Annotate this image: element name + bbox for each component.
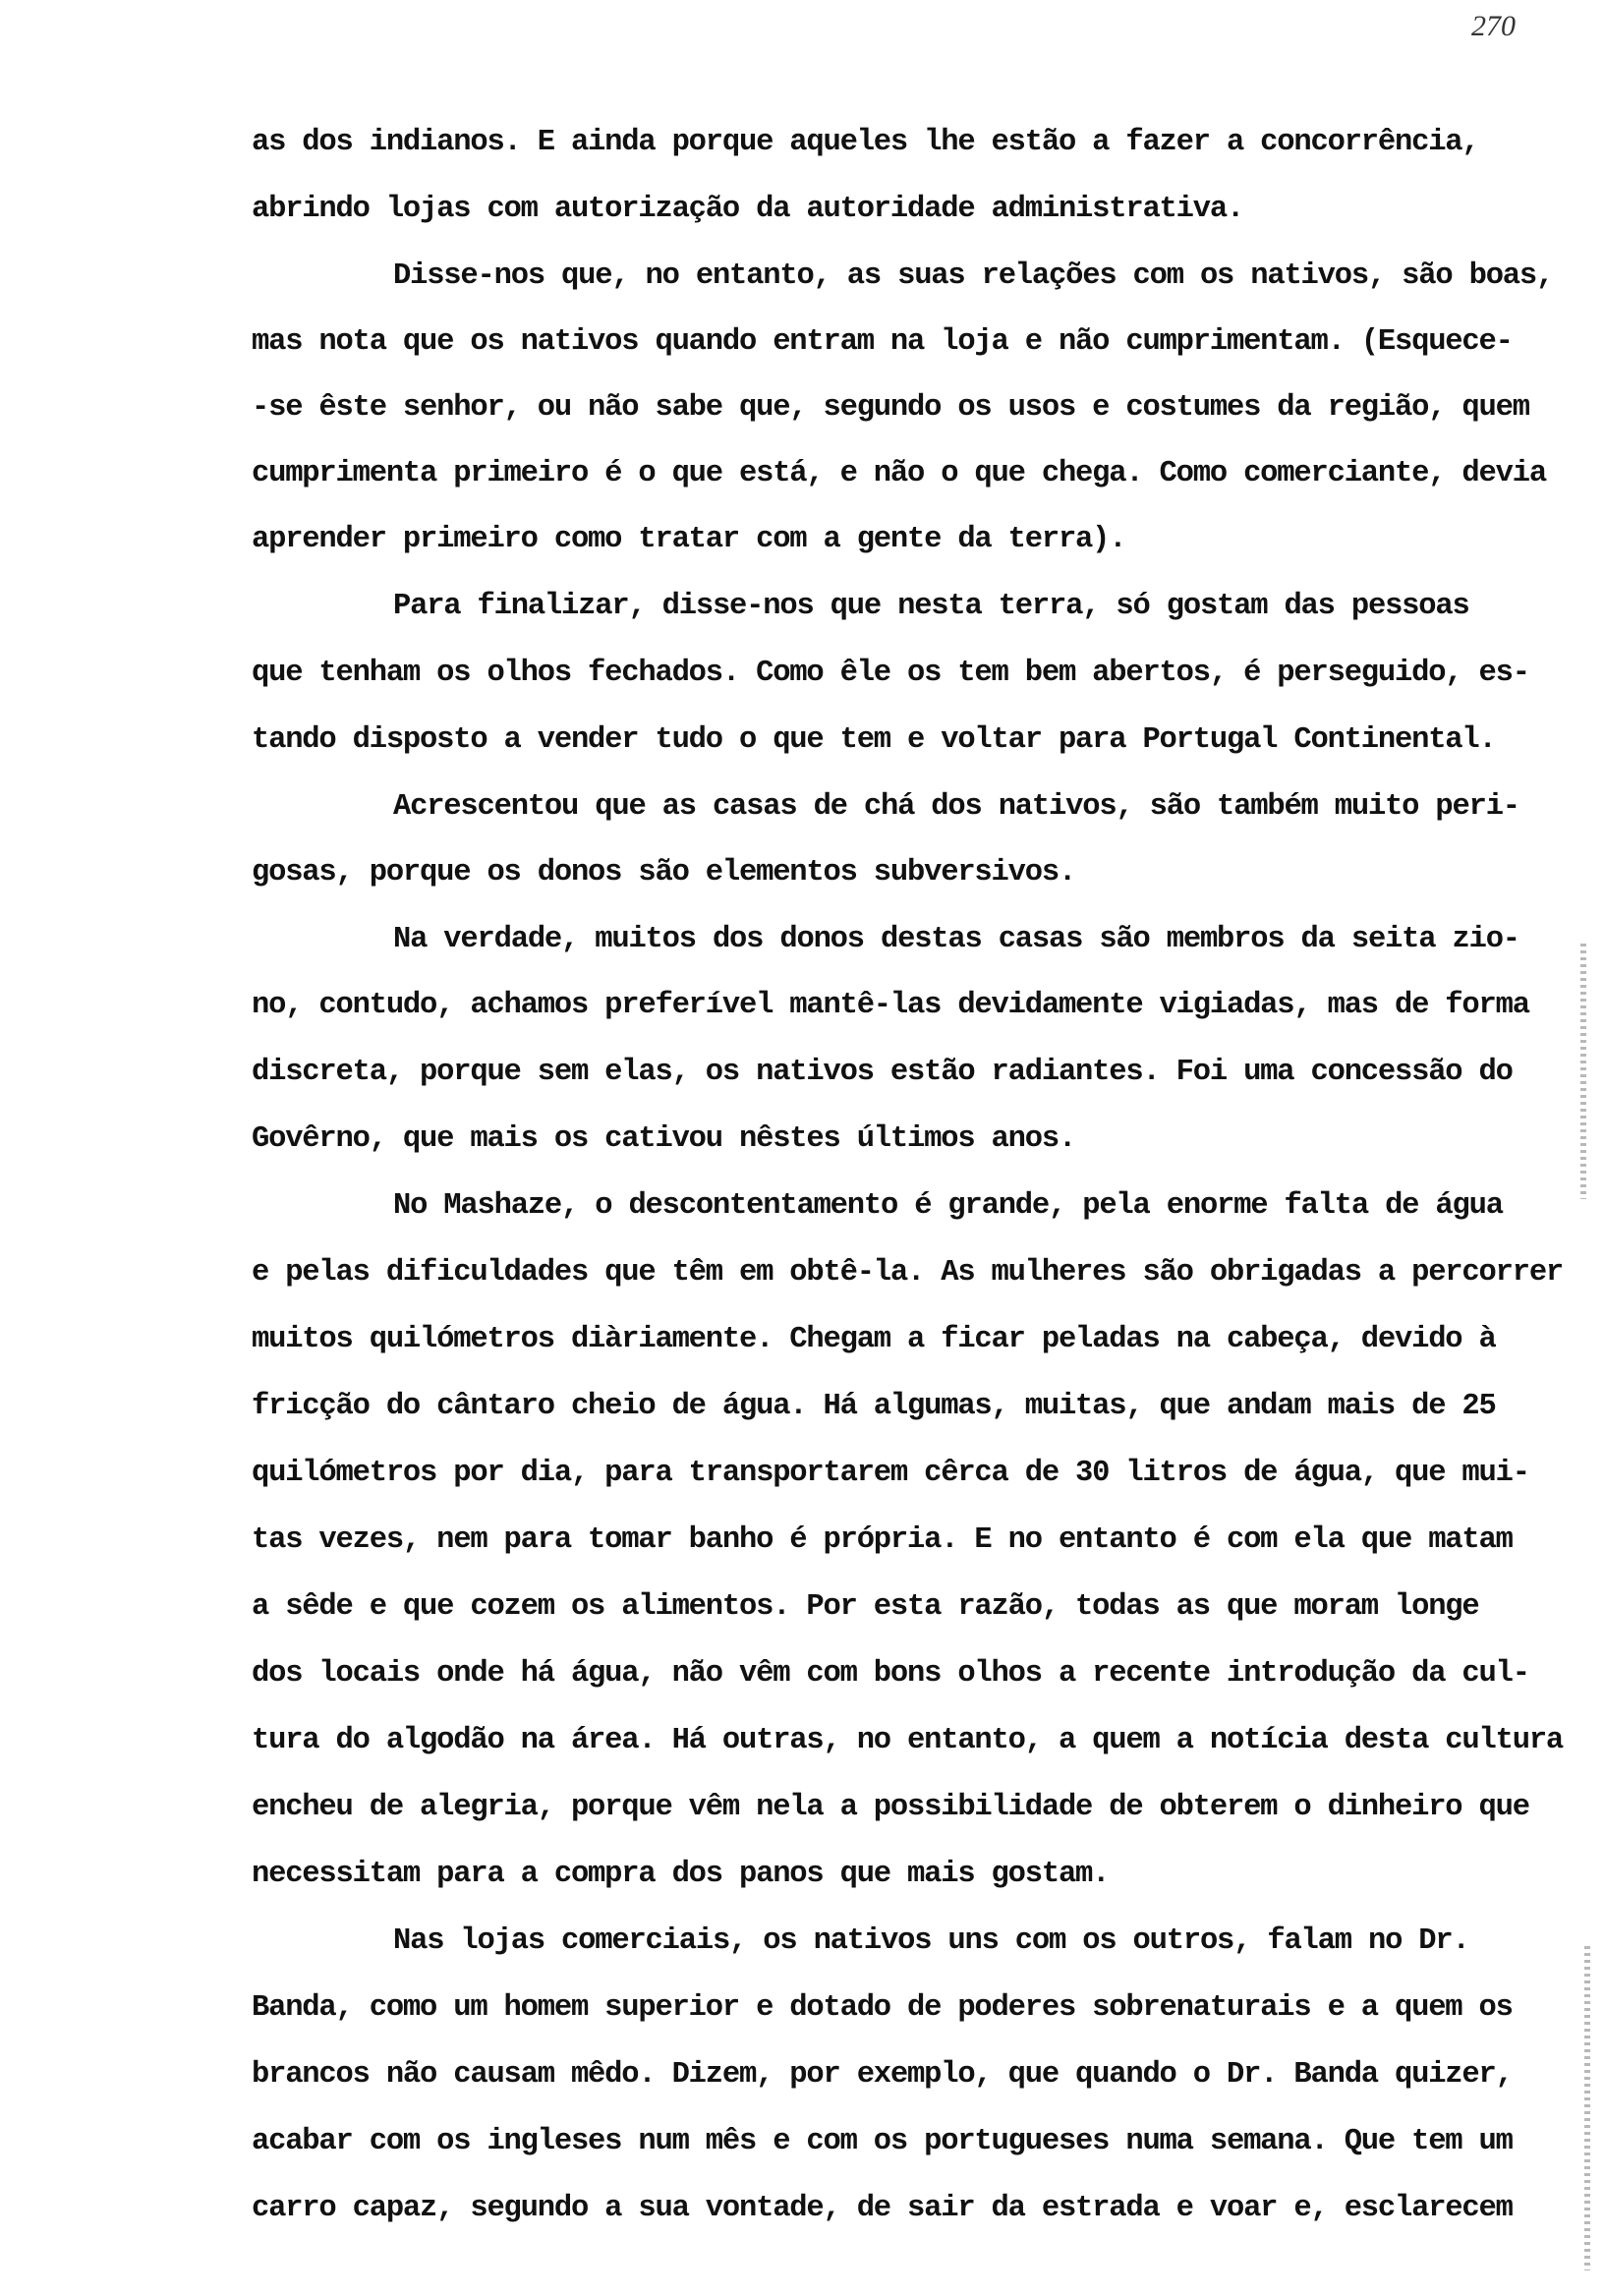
margin-scan-mark [1580,944,1586,1199]
text-line: necessitam para a compra dos panos que mais gostam. [252,1858,1110,1891]
margin-scan-mark [1584,1946,1590,2270]
paragraph-start-line: Disse-nos que, no entanto, as suas relações com os nativos, são boas, [393,259,1554,293]
text-line: que tenham os olhos fechados. Como êle os tem bem abertos, é perseguido, es- [252,657,1529,690]
text-line: a sêde e que cozem os alimentos. Por esta razão, todas as que moram longe [252,1590,1479,1624]
text-line: Banda, como um homem superior e dotado de poderes sobrenaturais e a quem os [252,1991,1513,2025]
text-line: -se êste senhor, ou não sabe que, segundo os usos e costumes da região, quem [252,391,1529,425]
text-line: muitos quilómetros diàriamente. Chegam a ficar peladas na cabeça, devido à [252,1323,1496,1356]
text-line: gosas, porque os donos são elementos subversivos. [252,856,1076,890]
paragraph-start-line: Nas lojas comerciais, os nativos uns com os outros, falam no Dr. [393,1924,1469,1958]
text-line: e pelas dificuldades que têm em obtê-la. As mulheres são obrigadas a percorrer [252,1256,1564,1290]
text-line: encheu de alegria, porque vêm nela a possibilidade de obterem o dinheiro que [252,1791,1529,1824]
paragraph-start-line: Para finalizar, disse-nos que nesta terra, só gostam das pessoas [393,590,1469,623]
text-line: fricção do cântaro cheio de água. Há algumas, muitas, que andam mais de 25 [252,1390,1496,1423]
text-line: dos locais onde há água, não vêm com bons olhos a recente introdução da cul- [252,1657,1529,1691]
text-line: carro capaz, segundo a sua vontade, de sair da estrada e voar e, esclarecem [252,2192,1513,2225]
text-line: Govêrno, que mais os cativou nêstes últimos anos. [252,1122,1076,1156]
text-line: acabar com os ingleses num mês e com os portugueses numa semana. Que tem um [252,2125,1513,2158]
text-line: brancos não causam mêdo. Dizem, por exemplo, que quando o Dr. Banda quizer, [252,2058,1513,2092]
text-line: tando disposto a vender tudo o que tem e voltar para Portugal Continental. [252,723,1496,757]
paragraph-start-line: Na verdade, muitos dos donos destas casas são membros da seita zio- [393,923,1519,956]
text-line: cumprimenta primeiro é o que está, e não o que chega. Como comerciante, devia [252,457,1546,490]
text-line: aprender primeiro como tratar com a gente da terra). [252,523,1126,556]
paragraph-start-line: Acrescentou que as casas de chá dos nativos, são também muito peri- [393,790,1519,824]
text-line: as dos indianos. E ainda porque aqueles lhe estão a fazer a concorrência, [252,126,1479,159]
text-line: tura do algodão na área. Há outras, no entanto, a quem a notícia desta cultura [252,1724,1564,1757]
paragraph-start-line: No Mashaze, o descontentamento é grande, pela enorme falta de água [393,1189,1503,1223]
text-line: tas vezes, nem para tomar banho é própria. E no entanto é com ela que matam [252,1523,1513,1557]
text-line: mas nota que os nativos quando entram na loja e não cumprimentam. (Esquece- [252,325,1513,359]
page-number: 270 [1471,10,1516,42]
text-line: discreta, porque sem elas, os nativos estão radiantes. Foi uma concessão do [252,1056,1513,1089]
text-line: quilómetros por dia, para transportarem cêrca de 30 litros de água, que mui- [252,1457,1529,1490]
text-line: no, contudo, achamos preferível mantê-las devidamente vigiadas, mas de forma [252,989,1529,1022]
text-line: abrindo lojas com autorização da autoridade administrativa. [252,193,1244,226]
